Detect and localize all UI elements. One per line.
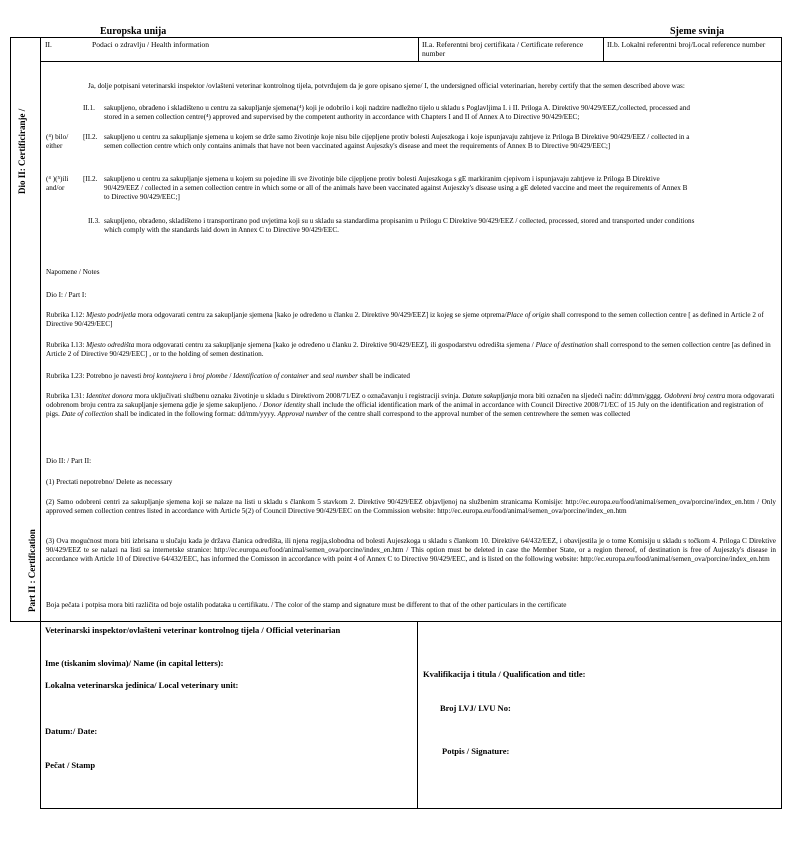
stamp-color-note: Boja pečata i potpisa mora biti različita od boje ostalih podataka u certifikatu. / The color of the stamp and signature must be different to that of the other particulars in the certificate bbox=[46, 601, 567, 609]
cell-divider-2 bbox=[603, 37, 604, 62]
row-divider bbox=[40, 61, 782, 62]
name-label: Ime (tiskanim slovima)/ Name (in capital letters): bbox=[45, 658, 224, 668]
section-number: II. bbox=[45, 40, 52, 49]
side-label-certificiranje: Dio II: Certificiranje / bbox=[17, 108, 27, 194]
header-title-right: Sjeme svinja bbox=[670, 26, 725, 37]
cert-ii1-number: II.1. bbox=[83, 104, 95, 112]
frame-right bbox=[781, 37, 782, 809]
sidebar-divider bbox=[40, 37, 41, 809]
cert-ii3-text: sakupljeno, obrađeno, skladišteno i transportirano pod uvjetima koji su u skladu sa standardima propisanim u Prilogu C Direktive 90/429/EEZ / collected, processed, stored and transported under conditions which comply with the standards laid down in Annex C to Directive 90/429/EEC. bbox=[104, 217, 695, 234]
note-2: (2) Samo odobreni centri za sakupljanje sjemena koji se nalaze na listi u skladu s člankom 5 stavkom 2. Direktive 90/429/EEZ objavljenoj na službenim stranicama Komisije: http://ec.europa.eu/food/animal/semen_ova/porcine/index_en.htm / Only approved semen collection centres listed in accordance with Article 5(2) of Council Directive 90/429/EEC on the Commission website: http://ec.europa.eu/food/animal/semen_ova/porcine/index_en.htm bbox=[46, 498, 776, 515]
cell-divider-1 bbox=[418, 37, 419, 62]
note-box-i23: Rubrika I.23: Potrebno je navesti broj kontejnera i broj plombe / Identification of container and seal number shall be indicated bbox=[46, 372, 411, 380]
notes-part1: Dio I: / Part I: bbox=[46, 291, 87, 299]
cert-ii3-number: II.3. bbox=[88, 217, 100, 225]
stamp-label: Pečat / Stamp bbox=[45, 760, 96, 770]
frame-bottom bbox=[10, 621, 41, 622]
local-reference-label: II.b. Lokalni referentni broj/Local reference number bbox=[607, 40, 766, 49]
cert-ii2-number: [II.2. bbox=[83, 133, 98, 141]
frame-left bbox=[10, 37, 11, 622]
note-box-i13: Rubrika I.13: Mjesto odredišta mora odgovarati centru za sakupljanje sjemena [kako je određeno u članku 2. Direktive 90/429/EEZ], ili gospodarstvu odredišta sjemena / Place of destination shall correspond to the semen collection centre [as defined in Article 2 of Directive 90/429/EEC] , or to the holding of semen destination. bbox=[46, 341, 771, 358]
qualification-label: Kvalifikacija i titula / Qualification and title: bbox=[423, 669, 586, 679]
health-info-heading: Podaci o zdravlju / Health information bbox=[92, 40, 210, 49]
cert-ii1-text: sakupljeno, obrađeno i skladišteno u centru za sakupljanje sjemena(⁴) koji je odobrilo i koji nadzire nadležno tijelo u skladu s Poglavljima I. i II. Priloga A. Direktive 90/429/EEZ,/collected, processed and stored in a semen collection centre(⁴) approved and supervised by the competent authority in accordance with Chapters I and II of Annex A to Directive 90/429/EEC; bbox=[104, 104, 690, 121]
side-label-certification: Part II : Certification bbox=[27, 529, 37, 612]
note-3: (3) Ova mogućnost mora biti izbrisana u slučaju kada je država članica odredišta, ili njena regija,slobodna od bolesti Aujeszkoga u skladu s člankom 10. Direktive 64/432/EEZ, i obavijestila je o tome Komisiju u skladu s točkom 4. Priloga C Direktive 90/429/EEZ te se nalazi na listi sa internetske stranice: http://ec.europa.eu/food/animal/semen_ova/porcine/index_en.htm / This option must be deleted in case the Member State, or a region thereof, of destination is free of Aujeszky's disease in accordance with Article 10 of Directive 64/432/EEC, has informed the Comisson in accordance with point 4 of Annex C to Directive 90/429/EEC, and is listed on the following website: http://ec.europa.eu/food/animal/semen_ova/porcine/index_en.htm bbox=[46, 537, 776, 563]
either-marker: (⁴) bilo/ either bbox=[46, 133, 69, 150]
andor-marker: (⁴ )(⁵)ili and/or bbox=[46, 175, 69, 192]
header-title-left: Europska unija bbox=[100, 26, 167, 37]
note-box-i31: Rubrika I.31: Identitet donora mora uključivati službenu oznaku životinje u skladu s Direktivom 2008/71/EZ o označavanju i registraciji svinja. Datum sakupljanja mora biti označen na sljedeći način: dd/mm/gggg. Odobreni broj centra mora odgovarati odobrenom broju centra za sakupljanje sjemena gdje je sjeme sakupljeno. / Donor identity shall include the official identification mark of the animal in accordance with Council Directive 2008/71/EC of 15 July on the identification and registration of pigs. Date of collection shall be indicated in the following format: dd/mm/yyyy. Approval number of the centre shall correspond to the approval number of the semen centrewhere the semen was collected bbox=[46, 392, 775, 418]
cert-intro: Ja, dolje potpisani veterinarski inspektor /ovlašteni veterinar kontrolnog tijela, potvrđujem da je gore opisano sjeme/ I, the undersigned official veterinarian, hereby certify that the semen described above was: bbox=[88, 82, 685, 90]
lvu-number-label: Broj LVJ/ LVU No: bbox=[440, 703, 511, 713]
official-veterinarian-label: Veterinarski inspektor/ovlašteni veterinar kontrolnog tijela / Official veterinarian bbox=[45, 625, 341, 635]
sig-bottom bbox=[40, 808, 782, 809]
certificate-reference-label: II.a. Referentni broj certifikata / Certificate reference number bbox=[422, 40, 584, 58]
cert-ii2-text-a: sakupljeno u centru za sakupljanje sjemena u kojem se drže samo životinje koje nisu bile cijepljene protiv bolesti Aujeszkoga i koje ispunjavaju zahtjeve iz Priloga B Direktive 90/429/EEZ / collected in a semen collection centre which only contains animals that have not been vaccinated against Aujeszky's disease and meet the requirements of Annex B to Directive 90/429/EEC;] bbox=[104, 133, 690, 150]
cert-ii2-number-b: [II.2. bbox=[83, 175, 98, 183]
note-box-i12: Rubrika I.12: Mjesto podrijetla mora odgovarati centru za sakupljanje sjemena [kako je određeno u članku 2. Direktive 90/429/EEZ] iz kojeg se sjeme otprema/Place of origin shall correspond to the semen collection centre [ as defined in Article 2 of Directive 90/429/EEC] bbox=[46, 311, 764, 328]
notes-part2: Dio II: / Part II: bbox=[46, 457, 92, 465]
cert-ii2-text-b: sakupljeno u centru za sakupljanje sjemena u kojem su pojedine ili sve životinje bile cijepljene protiv bolesti Aujeszkoga s gE markiranim cjepivom i ispunjavaju zahtjeve iz Priloga B Direktive 90/429/EEZ / collected in a semen collection centre in which some or all of the animals have been vaccinated against Aujeszky's disease using a gE deleted vaccine and meet the requirements of Annex B to Directive 90/429/EEC;] bbox=[104, 175, 688, 201]
sig-mid-divider bbox=[417, 621, 418, 809]
sig-top bbox=[40, 621, 782, 622]
note-1: (1) Prectati nepotrebno/ Delete as necessary bbox=[46, 478, 173, 486]
frame-top bbox=[10, 37, 782, 38]
local-unit-label: Lokalna veterinarska jedinica/ Local veterinary unit: bbox=[45, 680, 239, 690]
signature-label: Potpis / Signature: bbox=[442, 746, 510, 756]
date-label: Datum:/ Date: bbox=[45, 726, 98, 736]
notes-title: Napomene / Notes bbox=[46, 268, 100, 276]
